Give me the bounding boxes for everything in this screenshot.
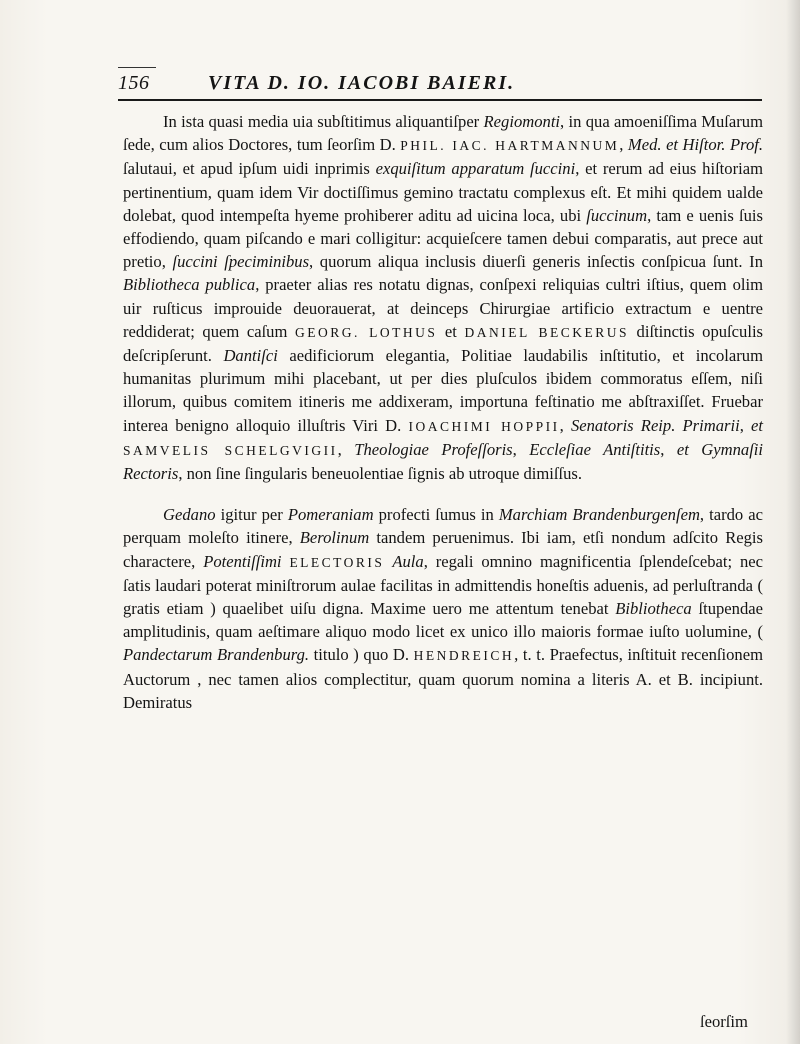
italic-run: Bibliotheca publica bbox=[123, 275, 256, 295]
text-run: igitur per bbox=[215, 505, 288, 525]
text-run: , tam e uenis ſuis effodiendo, quam piſcando e mari colligitur: acquieſcere tamen debui comparatis, aut prece aut pretio, bbox=[123, 205, 763, 272]
italic-run: Aula bbox=[392, 551, 424, 571]
italic-run: ſuccini ſpeciminibus bbox=[172, 252, 310, 272]
italic-run: Theologiae Profeſſoris bbox=[354, 439, 513, 459]
text-run: , bbox=[559, 415, 571, 435]
small-caps-name: ELECTORIS bbox=[289, 554, 385, 570]
text-run: , non ſine ſingularis beneuolentiae ſignis ab utroque dimiſſus. bbox=[178, 464, 583, 484]
page-number: 156 bbox=[118, 72, 150, 94]
italic-run: et bbox=[751, 415, 764, 435]
paragraph-1 bbox=[123, 110, 763, 485]
text-run: , bbox=[619, 135, 628, 155]
header-rule bbox=[118, 99, 762, 101]
italic-run: et Gymnaſii Rectoris bbox=[123, 439, 764, 484]
body-text bbox=[123, 110, 763, 714]
page-edge-shadow bbox=[786, 0, 800, 1044]
text-run: , bbox=[739, 415, 752, 435]
text-run: titulo ) quo D. bbox=[309, 645, 414, 665]
text-run: , regali omnino magnificentia ſplendeſcebat; nec ſatis laudari poterat miniſtrorum aulae facilitas in admittendis honeſtis aduenis, ad perluſtranda ( gratis etiam ) quaelibet uiſu digna. Maxime uero me attentum tenebat bbox=[123, 551, 764, 619]
italic-run: Berolinum bbox=[299, 528, 370, 548]
text-run: tandem peruenimus. Ibi iam, etſi nondum adſcito Regis charactere, bbox=[123, 528, 763, 571]
italic-run: Pandectarum Brandenburg. bbox=[123, 645, 310, 665]
italic-run: Bibliotheca bbox=[615, 599, 692, 619]
text-run: , bbox=[337, 439, 355, 459]
text-run: diſtinctis opuſculis deſcripſerunt. bbox=[123, 321, 764, 366]
running-head: VITA D. IO. IACOBI BAIERI. bbox=[208, 72, 516, 94]
page-header bbox=[118, 70, 762, 100]
text-run: , quorum aliqua inclusis diuerſi generis inſectis conſpicua ſunt. In bbox=[309, 252, 763, 272]
italic-run: Senatoris Reip. Primarii bbox=[570, 415, 740, 435]
text-run: aedificiorum elegantia, Politiae laudabilis inſtitutio, et incolarum humanitas plurimum mihi placebant, ut per dies pluſculos ibidem commoratus eſſem, niſi illorum, quibus comitem itineris me addixeram, importuna feſtinatio me abſtraxiſſet. Fruebar interea benigno alloquio illuſtris Viri D. bbox=[123, 346, 763, 435]
small-caps-name: HENDREICH bbox=[413, 648, 515, 664]
text-run: , praeter alias res notatu dignas, conſpexi reliquias cultri iſtius, quem olim uir ruſticus improuide deuorauerat, at deinceps Chirurgiae artificio extractum e uentre reddiderat; quem caſum bbox=[123, 275, 763, 341]
italic-run: Eccleſiae Antiſtitis bbox=[529, 439, 661, 459]
text-run: ſtupendae amplitudinis, quam aeſtimare aliquo modo licet ex unico illo maioris formae iuſto uolumine, ( bbox=[123, 599, 763, 642]
italic-run: exquiſitum apparatum ſuccini bbox=[375, 159, 576, 179]
text-run: et bbox=[437, 321, 465, 341]
header-top-rule bbox=[118, 67, 156, 68]
catchword: ſeorſim bbox=[700, 1012, 748, 1031]
italic-run: Pomeraniam bbox=[287, 505, 374, 525]
text-run: , in qua amoeniſſima Muſarum ſede, cum alios Doctores, tum ſeorſim D. bbox=[123, 112, 764, 155]
text-run: , bbox=[660, 439, 677, 459]
italic-run: Med. et Hiſtor. Prof. bbox=[627, 135, 763, 155]
small-caps-name: IOACHIMI HOPPII bbox=[408, 418, 560, 434]
italic-run: ſuccinum bbox=[586, 205, 648, 225]
text-run: , et rerum ad eius hiſtoriam pertinentium, quam idem Vir doctiſſimus gemino tractatu complexus eſt. Et mihi quidem ualde dolebat, quod intempeſta hyeme prohiberer aditu ad uicina loca, ubi bbox=[123, 159, 763, 225]
small-caps-name: PHIL. IAC. HARTMANNUM bbox=[400, 138, 620, 154]
text-run: ſalutaui, et apud ipſum uidi inprimis bbox=[123, 159, 376, 179]
text-run: , bbox=[512, 439, 530, 459]
text-run: profecti ſumus in bbox=[373, 505, 499, 525]
italic-run: Dantiſci bbox=[223, 346, 278, 366]
small-caps-name: DANIEL BECKERUS bbox=[464, 324, 629, 340]
italic-run: Marchiam Brandenburgenſem bbox=[498, 505, 700, 525]
small-caps-name: GEORG. LOTHUS bbox=[294, 324, 438, 340]
text-run: , tardo ac perquam moleſto itinere, bbox=[123, 505, 763, 548]
italic-run: Potentiſſimi bbox=[203, 551, 282, 571]
small-caps-name: SAMVELIS SCHELGVIGII bbox=[123, 442, 338, 458]
text-run: In ista quasi media uia subſtitimus aliquantiſper bbox=[163, 112, 484, 131]
italic-run: Gedano bbox=[163, 505, 216, 525]
italic-run: Regiomonti bbox=[483, 112, 561, 131]
text-run: , t. t. Praefectus, inſtituit recenſionem Auctorum , nec tamen alios complectitur, quam quorum nomina a literis A. et B. incipiunt. Demiratus bbox=[123, 645, 763, 712]
paragraph-2 bbox=[123, 503, 763, 714]
